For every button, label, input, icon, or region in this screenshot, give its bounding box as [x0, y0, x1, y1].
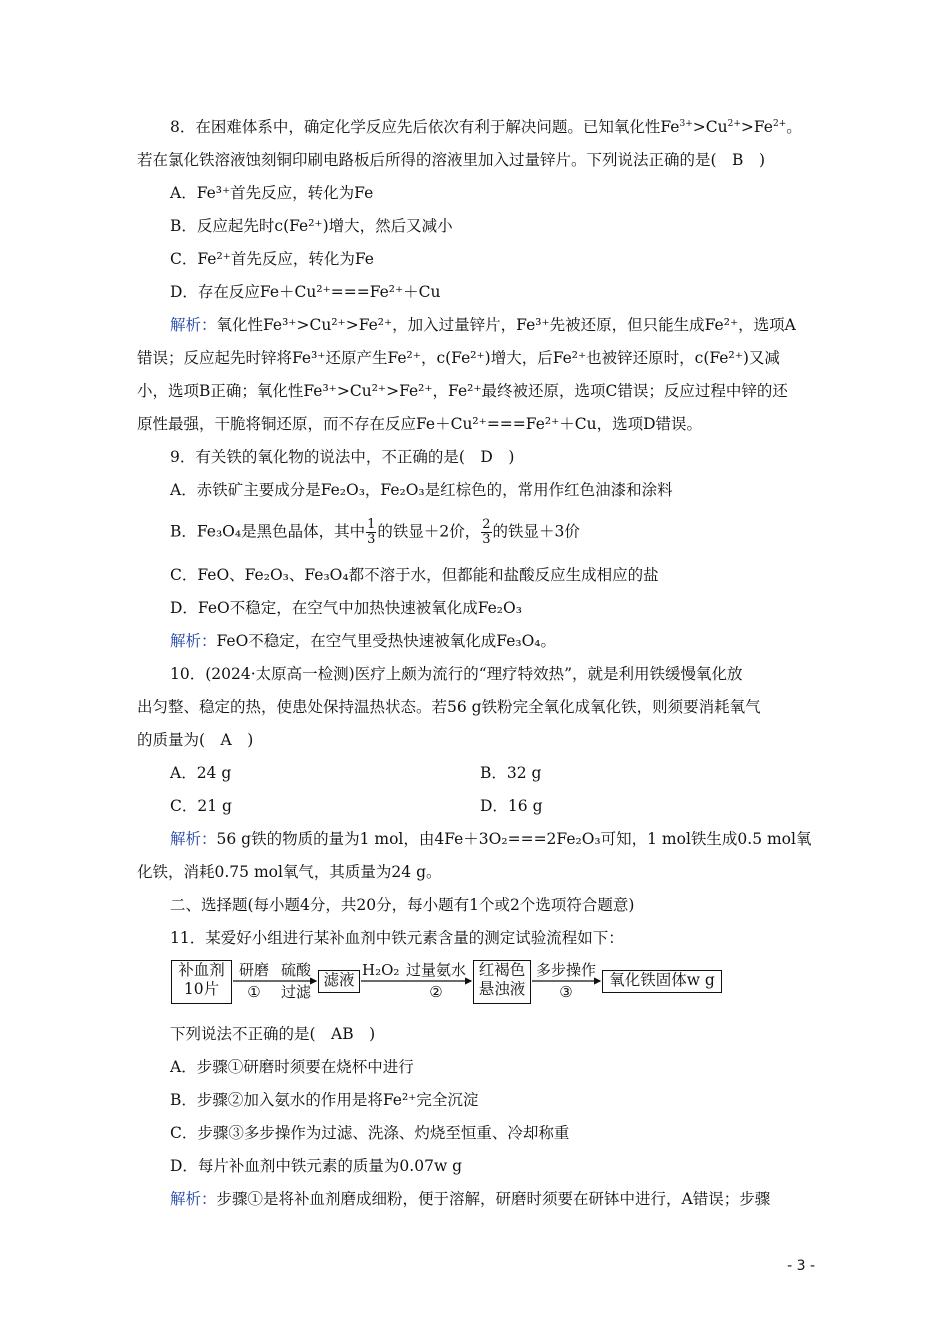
- flow-label-filter: 过滤: [280, 983, 311, 1001]
- q10-option-b: B．32 g: [480, 764, 542, 782]
- flow-label-grind: 研磨: [238, 961, 269, 979]
- flow-box-suspension: 红褐色 悬浊液: [473, 960, 531, 1004]
- flow-box-supplement: 补血剂 10片: [171, 960, 232, 1004]
- flow-box-iron-oxide: 氧化铁固体w g: [602, 970, 722, 993]
- q10-explanation-line1: 解析：56 g铁的物质的量为1 mol，由4Fe＋3O₂===2Fe₂O₃可知，1 mol铁生成0.5 mol氧: [170, 830, 812, 848]
- q11-question: 下列说法不正确的是( AB ): [170, 1025, 376, 1043]
- flow-label-h2o2: H₂O₂: [362, 961, 400, 979]
- q11-option-b: B．步骤②加入氨水的作用是将Fe²⁺完全沉淀: [170, 1091, 479, 1109]
- q8-explanation-line4: 原性最强，干脆将铜还原，而不存在反应Fe＋Cu²⁺===Fe²⁺＋Cu，选项D错误。: [137, 415, 703, 433]
- explanation-label: 解析：: [170, 1190, 217, 1208]
- section-heading: 二、选择题(每小题4分，共20分，每小题有1个或2个选项符合题意): [170, 896, 635, 914]
- flow-label-step3: ③: [559, 983, 573, 1001]
- q9-option-c: C．FeO、Fe₂O₃、Fe₃O₄都不溶于水，但都能和盐酸反应生成相应的盐: [170, 566, 659, 584]
- fraction-one-third: $\frac{1}{3}$: [367, 517, 376, 547]
- q11-option-a: A．步骤①研磨时须要在烧杯中进行: [170, 1058, 414, 1076]
- flow-label-step1: ①: [247, 983, 261, 1001]
- q8-option-d: D．存在反应Fe＋Cu²⁺===Fe²⁺＋Cu: [170, 283, 441, 301]
- q11-option-c: C．步骤③多步操作为过滤、洗涤、灼烧至恒重、冷却称重: [170, 1124, 570, 1142]
- q8-stem-line2: 若在氯化铁溶液蚀刻铜印刷电路板后所得的溶液里加入过量锌片。下列说法正确的是( B ): [137, 151, 765, 169]
- explanation-label: 解析：: [170, 830, 217, 848]
- q10-stem-line1: 10．(2024·太原高一检测)医疗上颇为流行的“理疗特效热”，就是利用铁缓慢氧化放: [170, 665, 743, 683]
- q8-option-a: A．Fe³⁺首先反应，转化为Fe: [170, 184, 374, 202]
- flow-label-ammonia: 过量氨水: [405, 961, 466, 979]
- q8-explanation-line3: 小，选项B正确；氧化性Fe³⁺>Cu²⁺>Fe²⁺，Fe²⁺最终被还原，选项C错误；反应过程中锌的还: [137, 382, 788, 400]
- explanation-label: 解析：: [170, 632, 217, 650]
- q10-option-a: A．24 g: [170, 764, 232, 782]
- q8-explanation-line1: 解析：氧化性Fe³⁺>Cu²⁺>Fe²⁺，加入过量锌片，Fe³⁺先被还原，但只能生成Fe²⁺，选项A: [170, 316, 796, 334]
- q10-stem-line2: 出匀整、稳定的热，使患处保持温热状态。若56 g铁粉完全氧化成氧化铁，则须要消耗氧气: [137, 698, 761, 716]
- q10-explanation-line2: 化铁，消耗0.75 mol氧气，其质量为24 g。: [137, 863, 442, 881]
- q9-explanation: 解析：FeO不稳定，在空气里受热快速被氧化成Fe₃O₄。: [170, 632, 557, 650]
- flow-box-filtrate: 滤液: [318, 970, 360, 993]
- q10-option-c: C．21 g: [170, 797, 232, 815]
- q11-option-d: D．每片补血剂中铁元素的质量为0.07w g: [170, 1157, 463, 1175]
- fraction-two-thirds: $\frac{2}{3}$: [482, 517, 491, 547]
- flow-label-acid: 硫酸: [280, 961, 311, 979]
- q11-stem: 11．某爱好小组进行某补血剂中铁元素含量的测定试验流程如下：: [170, 929, 624, 947]
- q8-stem-line1: 8．在困难体系中，确定化学反应先后依次有利于解决问题。已知氧化性$Fe^{3+}>Cu^{2+}>Fe^{2+}$。: [170, 118, 802, 136]
- q9-stem: 9．有关铁的氧化物的说法中，不正确的是( D ): [170, 448, 515, 466]
- explanation-label: 解析：: [170, 316, 217, 334]
- q9-option-d: D．FeO不稳定，在空气中加热快速被氧化成Fe₂O₃: [170, 599, 522, 617]
- q11-explanation: 解析：步骤①是将补血剂磨成细粉，便于溶解，研磨时须要在研钵中进行，A错误；步骤: [170, 1190, 771, 1208]
- flow-label-step2: ②: [429, 983, 443, 1001]
- q8-option-c: C．Fe²⁺首先反应，转化为Fe: [170, 250, 374, 268]
- q8-explanation-line2: 错误；反应起先时锌将Fe³⁺还原产生Fe²⁺，c(Fe²⁺)增大，后Fe²⁺也被锌还原时，c(Fe²⁺)又减: [137, 349, 780, 367]
- q8-option-b: B．反应起先时c(Fe²⁺)增大，然后又减小: [170, 217, 453, 235]
- page-number: - 3 -: [787, 1258, 815, 1274]
- q10-option-d: D．16 g: [480, 797, 543, 815]
- q9-option-b: B．Fe₃O₄是黑色晶体，其中 $\frac{1}{3}$ 的铁显＋2价， $\frac{2}{3}$ 的铁显＋3价: [170, 517, 580, 547]
- q9-option-a: A．赤铁矿主要成分是Fe₂O₃，Fe₂O₃是红棕色的，常用作红色油漆和涂料: [170, 481, 673, 499]
- q10-stem-line3: 的质量为( A ): [137, 731, 254, 749]
- flow-label-multistep: 多步操作: [535, 961, 596, 979]
